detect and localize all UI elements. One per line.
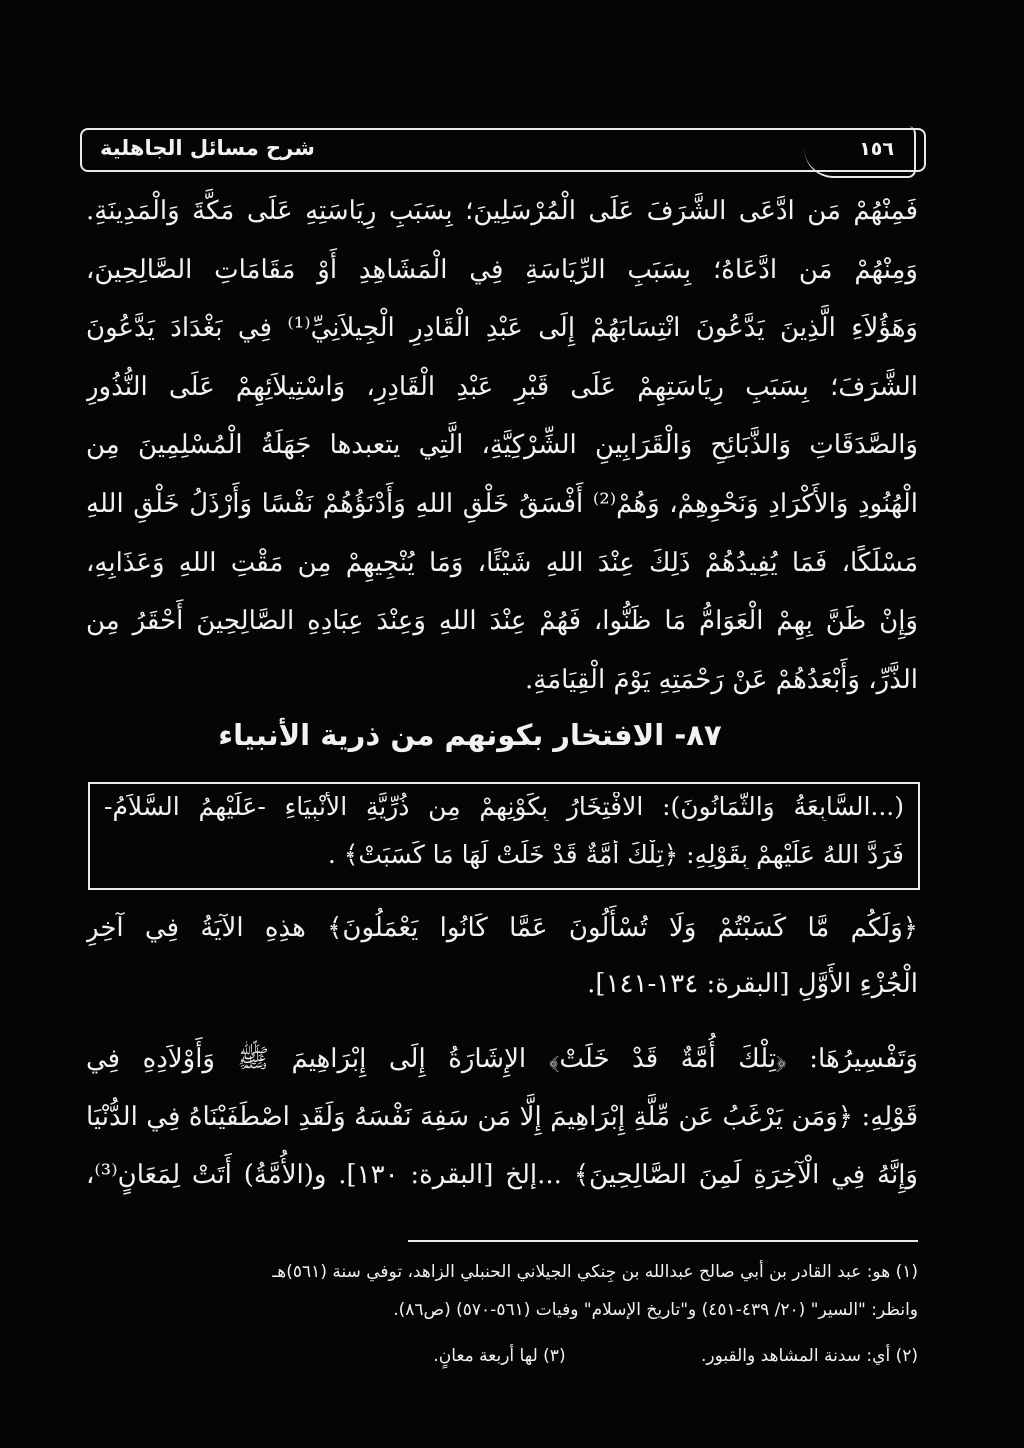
footnotes-row bbox=[98, 1346, 918, 1366]
footnote-1-continued: وانظر: "السير" (٢٠/ ٤٣٩-٤٥١) و"تاريخ الإسلام" وفيات (٥٦١-٥٧٠) (ص٨٦). bbox=[393, 1300, 918, 1320]
footnote-1: (١) هو: عبد القادر بن أبي صالح عبدالله بن جِنكي الجيلاني الحنبلي الزاهد، توفي سنة (٥٦١)هـ bbox=[272, 1262, 918, 1282]
quote-line: (...السَّابِعَةُ وَالثَّمَانُونَ): الافْتِخَارُ بِكَوْنِهِمْ مِن ذُرِّيَّةِ الأَنْبِيَاءِ -عَلَيْهِمُ السَّلاَمُ- bbox=[104, 792, 904, 821]
footnote-3: (٣) لها أربعة معانٍ. bbox=[433, 1346, 566, 1366]
text-line: الْجُزْءِ الأَوَّلِ [البقرة: ١٣٤-١٤١]. bbox=[587, 969, 918, 999]
text-line: وَتَفْسِيرُهَا: ﴿تِلْكَ أُمَّةٌ قَدْ خَلَتْ﴾ الإِشَارَةُ إِلَى إِبْرَاهِيمَ ﷺ وَأَوْلاَدِهِ فِي bbox=[86, 1044, 918, 1074]
footnote-separator bbox=[408, 1240, 918, 1242]
text-line: وَإِنْ ظَنَّ بِهِمْ الْعَوَامُّ مَا ظَنُّوا، فَهُمْ عِنْدَ اللهِ وَعِنْدَ عِبَادِهِ الصَّالِحِينَ أَحْقَرُ مِن bbox=[86, 606, 918, 637]
text-line: وَالصَّدَقَاتِ وَالذَّبَائِحِ وَالْقَرَابِينِ الشِّرْكِيَّةِ، الَّتِي يتعبدها جَهَلَةُ الْمُسْلِمِينَ مِن bbox=[86, 430, 918, 461]
text-line: الذَّرِّ، وَأَبْعَدُهُمْ عَنْ رَحْمَتِهِ يَوْمَ الْقِيَامَةِ. bbox=[525, 664, 918, 695]
quote-line: فَرَدَّ اللهُ عَلَيْهِمْ بِقَوْلِهِ: ﴿تِلْكَ أُمَّةٌ قَدْ خَلَتْ لَهَا مَا كَسَبَتْ﴾ . bbox=[327, 840, 904, 869]
text-line: الشَّرَفَ؛ بِسَبَبِ رِيَاسَتِهِمْ عَلَى قَبْرِ عَبْدِ الْقَادِرِ، وَاسْتِيلاَئِهِمْ عَلَى النُّذُورِ bbox=[86, 371, 918, 402]
paragraph-low bbox=[86, 1030, 918, 1204]
paragraph-mid bbox=[86, 900, 918, 1012]
text-line: الْهُنُودِ وَالأَكْرَادِ وَنَحْوِهِمْ، وَهُمْ⁽²⁾ أَفْسَقُ خَلْقِ اللهِ وَأَدْنَؤُهُمْ نَفْسًا وَأَرْذَلُ خَلْقِ اللهِ bbox=[86, 488, 918, 519]
text-line: مَسْلَكًا، فَمَا يُفِيدُهُمْ ذَلِكَ عِنْدَ اللهِ شَيْئًا، وَمَا يُنْجِيهِمْ مِن مَقْتِ اللهِ وَعَذَابِهِ، bbox=[86, 547, 918, 578]
footnote-2: (٢) أي: سدنة المشاهد والقبور. bbox=[700, 1346, 918, 1366]
page-number: ١٥٦ bbox=[859, 138, 894, 160]
text-line: وَإِنَّهُ فِي الْآخِرَةِ لَمِنَ الصَّالِحِينَ﴾ ...إلخ [البقرة: ١٣٠]. و(الأُمَّةُ) أَتَتْ لِمَعَانٍ⁽³⁾، bbox=[86, 1160, 918, 1190]
matn-quote-box bbox=[88, 782, 920, 890]
section-heading: ٨٧- الافتخار بكونهم من ذرية الأنبياء bbox=[218, 718, 722, 752]
text-line: فَمِنْهُمْ مَن ادَّعَى الشَّرَفَ عَلَى الْمُرْسَلِينَ؛ بِسَبَبِ رِيَاسَتِهِ عَلَى مَكَّةَ وَالْمَدِينَةِ. bbox=[86, 196, 918, 226]
text-line: وَهَؤُلاَءِ الَّذِينَ يَدَّعُونَ انْتِسَابَهُمْ إِلَى عَبْدِ الْقَادِرِ الْجِيلاَنِيِّ⁽¹⁾ فِي بَغْدَادَ يَدَّعُونَ bbox=[86, 313, 918, 344]
page-header bbox=[80, 128, 926, 172]
paragraph-top bbox=[86, 182, 918, 709]
book-title: شرح مسائل الجاهلية bbox=[100, 136, 315, 160]
text-line: ﴿وَلَكُم مَّا كَسَبْتُمْ وَلَا تُسْأَلُونَ عَمَّا كَانُوا يَعْمَلُونَ﴾ هذِهِ الآيَةُ فِي آخِرِ bbox=[86, 913, 918, 943]
text-line: وَمِنْهُمْ مَن ادَّعَاهُ؛ بِسَبَبِ الرِّيَاسَةِ فِي الْمَشَاهِدِ أَوْ مَقَامَاتِ الصَّالِحِينَ، bbox=[86, 254, 918, 285]
text-line: قَوْلِهِ: ﴿وَمَن يَرْغَبُ عَن مِّلَّةِ إِبْرَاهِيمَ إِلَّا مَن سَفِهَ نَفْسَهُ وَلَقَدِ اصْطَفَيْنَاهُ فِي الدُّنْيَا bbox=[86, 1102, 918, 1132]
